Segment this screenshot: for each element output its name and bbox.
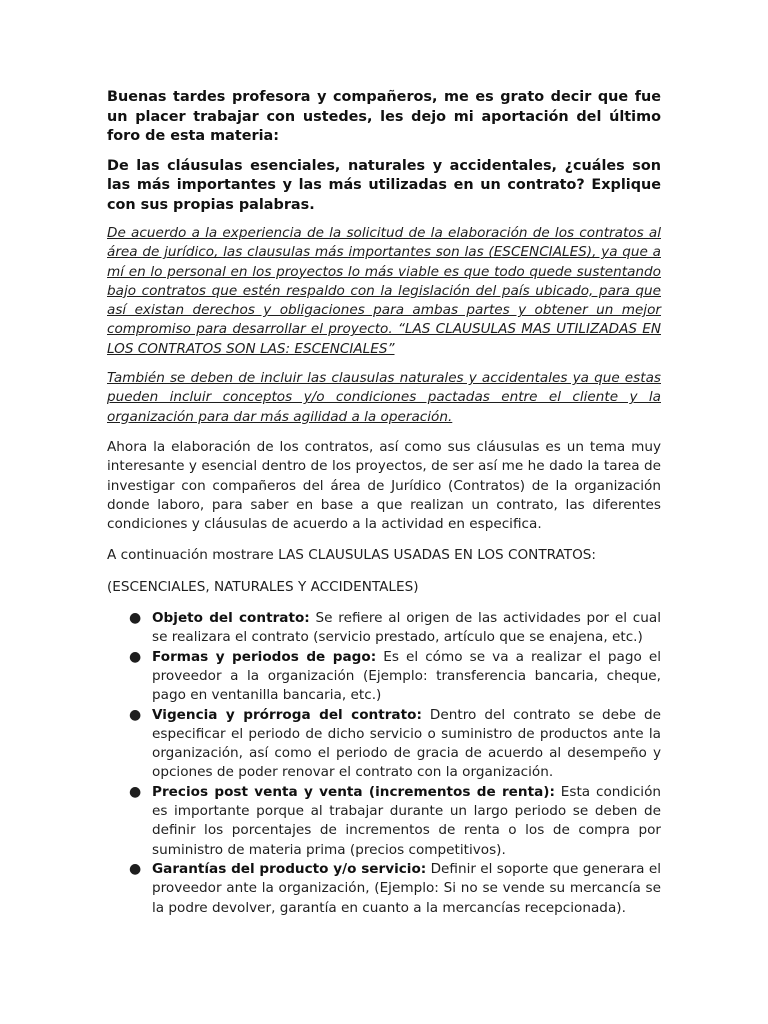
- list-item: [107, 860, 661, 918]
- item-text: Dentro del contrato se debe de especificar el periodo de dicho servicio o suministro de productos ante la organización, así como el periodo de gracia de acuerdo al desempeño y opciones de poder renovar el contrato con la organización.: [152, 706, 661, 781]
- bullet-icon: ●: [129, 706, 142, 723]
- intro-paragraph: Buenas tardes profesora y compañeros, me es grato decir que fue un placer trabajar con ustedes, les dejo mi aportación del último foro de esta materia:: [107, 89, 661, 144]
- item-term: Precios post venta y venta (incrementos de renta):: [152, 783, 555, 800]
- body-paragraph-1: Ahora la elaboración de los contratos, así como sus cláusulas es un tema muy interesante y esencial dentro de los proyectos, de ser así me he dado la tarea de investigar con compañeros del área de Jurídico (Contratos) de la organización donde laboro, para saber en base a que realizan un contrato, las diferentes condiciones y cláusulas de acuerdo a la actividad en especifica.: [107, 438, 661, 533]
- body-paragraph-2: A continuación mostrare LAS CLAUSULAS USADAS EN LOS CONTRATOS:: [107, 547, 596, 564]
- question-paragraph: De las cláusulas esenciales, naturales y accidentales, ¿cuáles son las más importantes y las más utilizadas en un contrato? Explique con sus propias palabras.: [107, 157, 661, 213]
- list-item: [107, 706, 661, 783]
- item-term: Formas y periodos de pago:: [152, 648, 377, 665]
- clause-list: [107, 609, 661, 918]
- item-text: Definir el soporte que generara el proveedor ante la organización, (Ejemplo: Si no se vende su mercancía se la podre devolver, garantía en cuanto a la mercancías recepcionada).: [152, 860, 661, 916]
- bullet-icon: ●: [129, 648, 142, 665]
- document-page: [107, 88, 661, 918]
- answer-paragraph-2: También se deben de incluir las clausulas naturales y accidentales ya que estas pueden incluir conceptos y/o condiciones pactadas entre el cliente y la organización para dar más agilidad a la operación.: [107, 370, 661, 425]
- bullet-icon: ●: [129, 783, 142, 800]
- item-text: Se refiere al origen de las actividades por el cual se realizara el contrato (servicio prestado, artículo que se enajena, etc.): [152, 610, 661, 646]
- list-item: [107, 783, 661, 860]
- item-text: Es el cómo se va a realizar el pago el proveedor a la organización (Ejemplo: transferencia bancaria, cheque, pago en ventanilla bancaria, etc.): [152, 648, 661, 704]
- list-item: [107, 609, 661, 648]
- body-paragraph-3: (ESCENCIALES, NATURALES Y ACCIDENTALES): [107, 578, 419, 595]
- answer-paragraph-1: De acuerdo a la experiencia de la solicitud de la elaboración de los contratos al área de jurídico, las clausulas más importantes son las (ESCENCIALES), ya que a mí en lo personal en los proyectos lo más viable es que todo quede sustentando bajo contratos que estén respaldo con la legislación del país ubicado, para que así existan derechos y obligaciones para ambas partes y obtener un mejor compromiso para desarrollar el proyecto. “LAS CLAUSULAS MAS UTILIZADAS EN LOS CONTRATOS SON LAS: ESCENCIALES”: [107, 225, 661, 357]
- item-term: Garantías del producto y/o servicio:: [152, 860, 427, 877]
- bullet-icon: ●: [129, 610, 142, 627]
- item-term: Objeto del contrato:: [152, 610, 310, 627]
- item-term: Vigencia y prórroga del contrato:: [152, 706, 422, 723]
- item-text: Esta condición es importante porque al trabajar durante un largo periodo se deben de definir los porcentajes de incrementos de renta o los de compra por suministro de materia prima (precios competitivos).: [152, 783, 662, 858]
- list-item: [107, 648, 661, 706]
- bullet-icon: ●: [129, 860, 142, 877]
